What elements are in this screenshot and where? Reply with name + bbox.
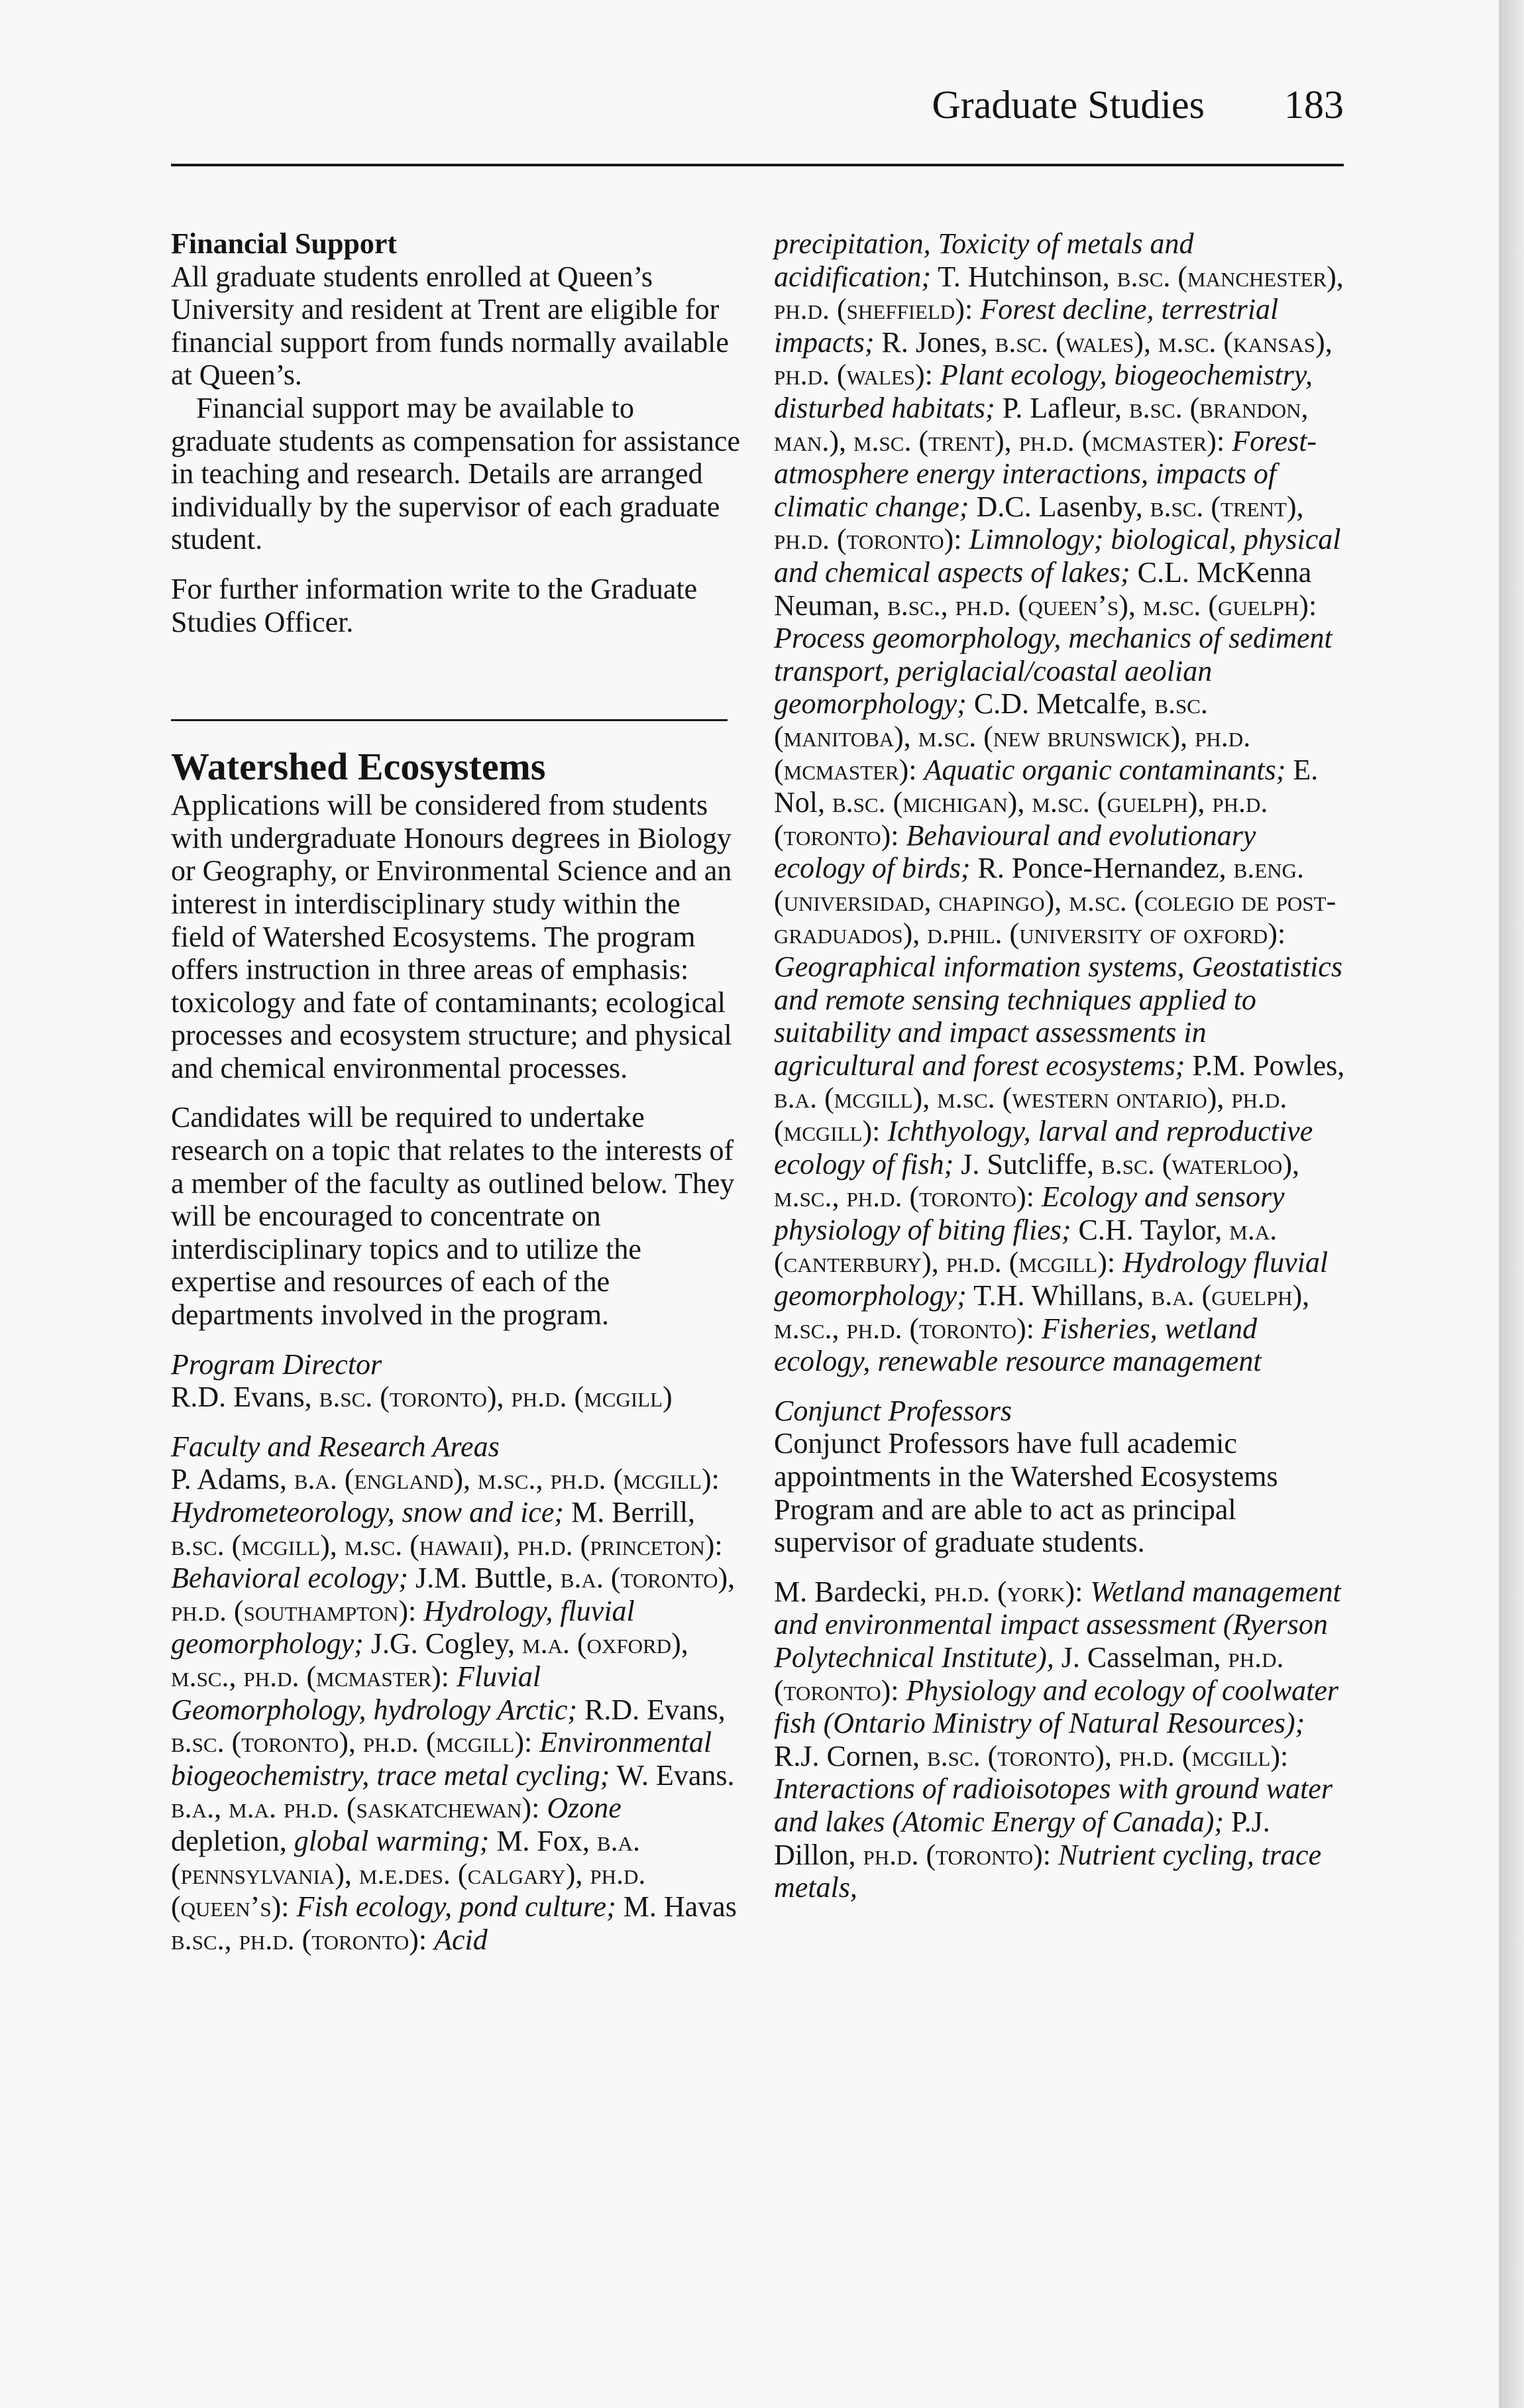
faculty-area: Hydrometeorology, snow and ice; [171,1496,565,1528]
faculty-name: J. Sutcliffe, [961,1147,1095,1180]
director-degrees: b.sc. (toronto), ph.d. (mcgill) [319,1381,673,1414]
faculty-area: Behavioral ecology; [171,1562,408,1595]
faculty-area-prefix: Ozone [547,1792,622,1825]
faculty-name: P.M. Powles, [1192,1049,1345,1082]
faculty-degrees: b.sc. (manchester), ph.d. (sheffield): [774,260,1344,326]
running-title: Graduate Studies [932,83,1205,127]
conjunct-degrees: ph.d. (toronto): [863,1838,1051,1871]
faculty-area: Environmental biogeochemistry, trace metal cycling; [171,1726,712,1792]
faculty-name: R.D. Evans, [584,1693,726,1726]
faculty-degrees: b.sc. (manitoba), m.sc. (new brunswick), ph.d. (mcmaster): [774,687,1251,786]
header-rule [171,164,1344,166]
conjunct-area: Wetland management and environmental impact assessment (Ryerson Polytechnical Institute), [774,1575,1341,1674]
faculty-name: M. Berrill, [571,1496,696,1528]
faculty-area: Limnology; biological, physical and chemical aspects of lakes; [774,523,1341,589]
faculty-degrees: b.sc. (trent), ph.d. (toronto): [774,490,1304,556]
faculty-name: J.G. Cogley, [370,1627,515,1660]
faculty-area: Fisheries, wetland ecology, renewable resource management [774,1312,1262,1378]
faculty-area: Geographical information systems, Geostatistics and remote sensing techniques applied to suitability and impact assessments in agricultural and forest ecosystems; [774,950,1342,1082]
faculty-degrees: b.sc., ph.d. (toronto): [171,1923,427,1956]
conjunct-paragraph: Conjunct Professors have full academic appointments in the Watershed Ecosystems Program and are able to act as principal supervisor of graduate students. [774,1427,1278,1559]
faculty-degrees: b.sc., ph.d. (queen’s), m.sc. (guelph): [887,589,1317,622]
faculty-area: Behavioural and evolutionary ecology of birds; [774,819,1256,885]
conjunct-name: M. Bardecki, [774,1575,927,1608]
faculty-name: P. Lafleur, [1002,391,1122,424]
faculty-area: Plant ecology, biogeochemistry, disturbed habitats; [774,359,1313,424]
faculty-degrees: b.a. (england), m.sc., ph.d. (mcgill): [294,1463,720,1496]
faculty-name: R. Ponce-Hernandez, [977,852,1226,885]
program-director-entry [171,1381,741,1414]
faculty-degrees: b.a., m.a. ph.d. (saskatchewan): [171,1792,540,1825]
faculty-name: W. Evans. [616,1758,735,1792]
left-column [171,227,741,1956]
financial-support-paragraph-3: For further information write to the Graduate Studies Officer. [171,572,698,638]
faculty-area: global warming; [294,1824,490,1857]
faculty-degrees: b.a. (guelph), m.sc., ph.d. (toronto): [774,1279,1310,1345]
faculty-list-part-1 [171,1463,741,1956]
faculty-name: D.C. Lasenby, [976,490,1143,523]
director-name: R.D. Evans, [171,1381,312,1414]
faculty-area: Ecology and sensory physiology of biting flies; [774,1180,1285,1246]
financial-support-paragraph-2: Financial support may be available to graduate students as compensation for assistance in teaching and research. Details are arranged individually by the supervisor of each graduate student. [171,391,740,556]
conjunct-area: Interactions of radioisotopes with ground water and lakes (Atomic Energy of Canada); [774,1772,1333,1838]
faculty-name: E. Nol, [774,753,1319,819]
faculty-degrees: b.sc. (brandon, man.), m.sc. (trent), ph.d. (mcmaster): [774,391,1309,457]
faculty-degrees: b.a. (toronto), ph.d. (southampton): [171,1562,735,1627]
faculty-name: R. Jones, [881,325,988,359]
faculty-name: C.D. Metcalfe, [973,687,1148,720]
conjunct-name: J. Casselman, [1061,1640,1221,1674]
faculty-area: Forest decline, terrestrial impacts; [774,293,1279,359]
faculty-area-plain: depletion, [171,1824,287,1857]
faculty-degrees: b.a. (pennsylvania), m.e.des. (calgary), ph.d. (queen’s): [171,1824,646,1923]
conjunct-name: R.J. Cornen, [774,1739,920,1772]
faculty-degrees: b.a. (mcgill), m.sc. (western ontario), ph.d. (mcgill): [774,1082,1287,1148]
faculty-degrees: b.sc. (wales), m.sc. (kansas), ph.d. (wales): [774,325,1333,392]
faculty-area: Forest-atmosphere energy interactions, impacts of climatic change; [774,424,1317,523]
conjunct-degrees: ph.d. (york): [934,1575,1083,1608]
conjunct-area: Physiology and ecology of coolwater fish (Ontario Ministry of Natural Resources); [774,1674,1339,1740]
faculty-degrees: b.sc. (toronto), ph.d. (mcgill): [171,1726,533,1759]
financial-support-paragraph-1: All graduate students enrolled at Queen’s University and resident at Trent are eligible for financial support from funds normally available at Queen’s. [171,260,729,392]
faculty-degrees: b.sc. (michigan), m.sc. (guelph), ph.d. (toronto): [774,786,1268,852]
section-rule [171,719,728,721]
faculty-area: Process geomorphology, mechanics of sediment transport, periglacial/coastal aeolian geomorphology; [774,622,1333,720]
faculty-name: T.H. Whillans, [973,1279,1144,1312]
faculty-area: Ichthyology, larval and reproductive ecology of fish; [774,1115,1313,1180]
section-title: Watershed Ecosystems [171,745,546,789]
faculty-area: Fluvial Geomorphology, hydrology Arctic; [171,1660,578,1726]
faculty-degrees: m.a. (oxford), m.sc., ph.d. (mcmaster): [171,1627,688,1693]
intro-paragraph-1: Applications will be considered from students with undergraduate Honours degrees in Biology or Geography, or Environmental Science and an interest in interdisciplinary study within the field of Watershed Ecosystems. The program offers instruction in three areas of emphasis: toxicology and fate of contaminants; ecological processes and ecosystem structure; and physical and chemical environmental processes. [171,789,732,1084]
program-director-heading: Program Director [171,1347,382,1381]
faculty-area: Hydrology fluvial geomorphology; [774,1246,1329,1312]
conjunct-degrees: ph.d. (toronto): [774,1640,1284,1707]
conjunct-area: Nutrient cycling, trace metals, [774,1838,1322,1904]
faculty-degrees: m.a. (canterbury), ph.d. (mcgill): [774,1213,1278,1279]
page-number: 183 [1284,83,1344,127]
conjunct-heading: Conjunct Professors [774,1394,1012,1427]
faculty-list-part-2 [774,227,1350,1378]
conjunct-name: P.J. Dillon, [774,1805,1270,1871]
running-header [171,78,1344,131]
faculty-area: Aquatic organic contaminants; [924,753,1286,786]
faculty-name: T. Hutchinson, [938,260,1110,293]
faculty-name: C.H. Taylor, [1078,1213,1223,1246]
faculty-area: Acid [434,1923,488,1956]
faculty-name: M. Fox, [496,1824,590,1857]
faculty-name: P. Adams, [171,1463,287,1496]
page-edge-shadow [1499,0,1524,2408]
faculty-name: M. Havas [623,1890,737,1923]
faculty-degrees: b.sc. (waterloo), m.sc., ph.d. (toronto): [774,1147,1300,1214]
faculty-area-continued: precipitation, Toxicity of metals and acidification; [774,227,1194,293]
faculty-degrees: b.sc. (mcgill), m.sc. (hawaii), ph.d. (princeton): [171,1528,723,1562]
faculty-degrees: b.eng. (universidad, chapingo), m.sc. (colegio de post-graduados), d.phil. (university of oxford): [774,852,1336,950]
right-column [774,227,1350,1904]
financial-support-heading: Financial Support [171,227,398,260]
faculty-area: Hydrology, fluvial geomorphology; [171,1594,635,1660]
faculty-area: Fish ecology, pond culture; [296,1890,616,1923]
faculty-name: C.L. McKenna Neuman, [774,555,1312,622]
conjunct-degrees: b.sc. (toronto), ph.d. (mcgill): [927,1739,1289,1772]
faculty-heading: Faculty and Research Areas [171,1430,500,1463]
intro-paragraph-2: Candidates will be required to undertake research on a topic that relates to the interests of a member of the faculty as outlined below. They will be encouraged to concentrate on interdisciplinary topics and to utilize the expertise and resources of each of the departments involved in the program. [171,1101,735,1332]
faculty-name: J.M. Buttle, [415,1562,553,1595]
conjunct-list [774,1576,1350,1904]
